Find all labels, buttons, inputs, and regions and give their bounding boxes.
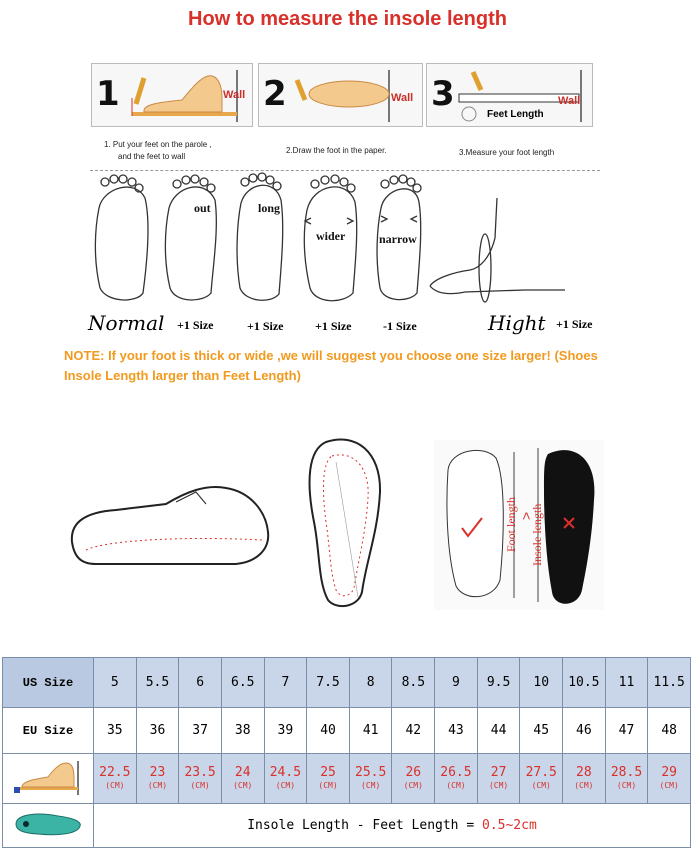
cm-value: 28.5 bbox=[610, 764, 643, 780]
cm-cell bbox=[349, 754, 392, 804]
cm-row bbox=[3, 754, 691, 804]
formula-value: 0.5~2cm bbox=[482, 818, 537, 833]
cm-value: 22.5 bbox=[99, 764, 131, 780]
eu-size-cell: 37 bbox=[179, 708, 222, 754]
greater-than-sign: > bbox=[518, 511, 534, 520]
size-adjust-narrow: -1 Size bbox=[383, 319, 417, 333]
eu-size-cell: 44 bbox=[477, 708, 520, 754]
us-size-cell: 8 bbox=[349, 658, 392, 708]
cm-cell bbox=[136, 754, 179, 804]
cm-unit: (CM) bbox=[659, 780, 679, 790]
eu-size-cell: 45 bbox=[520, 708, 563, 754]
step-2-panel bbox=[258, 63, 423, 127]
insole-icon bbox=[8, 808, 88, 840]
cm-unit: (CM) bbox=[574, 780, 594, 790]
wall-label: Wall bbox=[223, 89, 246, 101]
us-size-cell: 11.5 bbox=[648, 658, 691, 708]
size-table bbox=[2, 657, 691, 848]
us-size-header: US Size bbox=[3, 658, 94, 708]
cm-value: 25.5 bbox=[355, 764, 387, 780]
wall-label: Wall bbox=[391, 92, 414, 104]
cm-value: 24 bbox=[234, 764, 251, 780]
eu-size-cell: 43 bbox=[435, 708, 478, 754]
formula-text: Insole Length - Feet Length = bbox=[247, 818, 482, 833]
eu-size-cell: 36 bbox=[136, 708, 179, 754]
cm-cell bbox=[520, 754, 563, 804]
step-3-panel bbox=[426, 63, 593, 127]
cm-value: 24.5 bbox=[269, 764, 302, 780]
us-size-cell: 7 bbox=[264, 658, 307, 708]
us-size-cell: 7.5 bbox=[307, 658, 350, 708]
insole-length-label: Insole length bbox=[530, 503, 544, 566]
insole-top-illustration bbox=[296, 432, 396, 612]
us-size-cell: 11 bbox=[605, 658, 648, 708]
cm-value: 23 bbox=[149, 764, 166, 780]
us-size-cell: 5 bbox=[94, 658, 137, 708]
us-size-cell: 6.5 bbox=[221, 658, 264, 708]
wider-label: wider bbox=[316, 229, 346, 243]
cm-value: 27 bbox=[490, 764, 507, 780]
cm-cell bbox=[179, 754, 222, 804]
foot-measure-icon bbox=[8, 757, 88, 797]
step-number: 1 bbox=[96, 74, 120, 114]
formula-row bbox=[3, 804, 691, 848]
eu-size-cell: 39 bbox=[264, 708, 307, 754]
cm-value: 26 bbox=[405, 764, 422, 780]
cm-cell bbox=[477, 754, 520, 804]
us-size-cell: 8.5 bbox=[392, 658, 435, 708]
cm-cell bbox=[605, 754, 648, 804]
eu-size-row bbox=[3, 708, 691, 754]
cm-value: 27.5 bbox=[525, 764, 557, 780]
eu-size-cell: 47 bbox=[605, 708, 648, 754]
cm-cell bbox=[94, 754, 137, 804]
us-size-cell: 10.5 bbox=[563, 658, 606, 708]
cm-cell bbox=[307, 754, 350, 804]
cm-unit: (CM) bbox=[318, 780, 338, 790]
eu-size-cell: 38 bbox=[221, 708, 264, 754]
cm-cell bbox=[221, 754, 264, 804]
eu-size-cell: 46 bbox=[563, 708, 606, 754]
formula-cell bbox=[94, 804, 691, 848]
cm-unit: (CM) bbox=[190, 780, 210, 790]
narrow-label: narrow bbox=[379, 232, 417, 246]
feet-length-label: Feet Length bbox=[487, 109, 544, 120]
wall-label: Wall bbox=[558, 95, 581, 107]
cm-value: 23.5 bbox=[184, 764, 216, 780]
us-size-cell: 9.5 bbox=[477, 658, 520, 708]
step-2-caption: 2.Draw the foot in the paper. bbox=[286, 146, 387, 155]
normal-label: Normal bbox=[88, 311, 165, 335]
us-size-cell: 10 bbox=[520, 658, 563, 708]
cm-value: 25 bbox=[320, 764, 336, 780]
foot-measure-icon-cell bbox=[3, 754, 94, 804]
cm-unit: (CM) bbox=[488, 780, 509, 790]
cm-cell bbox=[435, 754, 478, 804]
step-1-caption-line2: and the feet to wall bbox=[118, 152, 186, 161]
cm-unit: (CM) bbox=[446, 780, 466, 790]
cm-cell bbox=[264, 754, 307, 804]
shoe-side-illustration bbox=[66, 432, 276, 582]
cm-unit: (CM) bbox=[275, 780, 296, 790]
cm-cell bbox=[648, 754, 691, 804]
page-title: How to measure the insole length bbox=[188, 8, 507, 30]
note-text-line1: If your foot is thick or wide ,we will suggest you choose one size larger! (Shoes bbox=[104, 348, 598, 363]
eu-size-cell: 48 bbox=[648, 708, 691, 754]
cm-unit: (CM) bbox=[403, 780, 423, 790]
cm-unit: (CM) bbox=[147, 780, 168, 790]
us-size-cell: 9 bbox=[435, 658, 478, 708]
foot-vs-insole-illustration bbox=[434, 440, 604, 615]
step-number: 3 bbox=[431, 74, 455, 114]
cm-unit: (CM) bbox=[233, 780, 253, 790]
cm-unit: (CM) bbox=[361, 780, 381, 790]
us-size-cell: 6 bbox=[179, 658, 222, 708]
cm-unit: (CM) bbox=[616, 780, 637, 790]
note-text-line2: Insole Length larger than Feet Length) bbox=[64, 368, 301, 383]
hight-label: Hight bbox=[488, 311, 546, 335]
out-label: out bbox=[194, 201, 211, 215]
cm-cell bbox=[392, 754, 435, 804]
cm-unit: (CM) bbox=[531, 780, 551, 790]
note-label: NOTE: bbox=[64, 348, 105, 363]
eu-size-header: EU Size bbox=[3, 708, 94, 754]
cm-unit: (CM) bbox=[105, 780, 125, 790]
size-adjust-long: +1 Size bbox=[247, 319, 284, 333]
foot-length-label: Foot length bbox=[504, 496, 518, 552]
cm-value: 26.5 bbox=[440, 764, 472, 780]
eu-size-cell: 42 bbox=[392, 708, 435, 754]
step-3-caption: 3.Measure your foot length bbox=[459, 148, 555, 157]
cm-value: 29 bbox=[661, 764, 677, 780]
eu-size-cell: 40 bbox=[307, 708, 350, 754]
cm-value: 28 bbox=[576, 764, 592, 780]
insole-icon-cell bbox=[3, 804, 94, 848]
step-number: 2 bbox=[263, 74, 287, 114]
step-1-caption: 1. Put your feet on the parole , bbox=[104, 140, 212, 149]
us-size-row bbox=[3, 658, 691, 708]
long-label: long bbox=[258, 201, 281, 215]
size-adjust-hight: +1 Size bbox=[556, 317, 593, 331]
eu-size-cell: 41 bbox=[349, 708, 392, 754]
step-1-panel bbox=[91, 63, 253, 127]
us-size-cell: 5.5 bbox=[136, 658, 179, 708]
cm-cell bbox=[563, 754, 606, 804]
eu-size-cell: 35 bbox=[94, 708, 137, 754]
size-adjust-wider: +1 Size bbox=[315, 319, 352, 333]
note-block bbox=[64, 346, 664, 386]
size-adjust-out: +1 Size bbox=[177, 318, 214, 332]
